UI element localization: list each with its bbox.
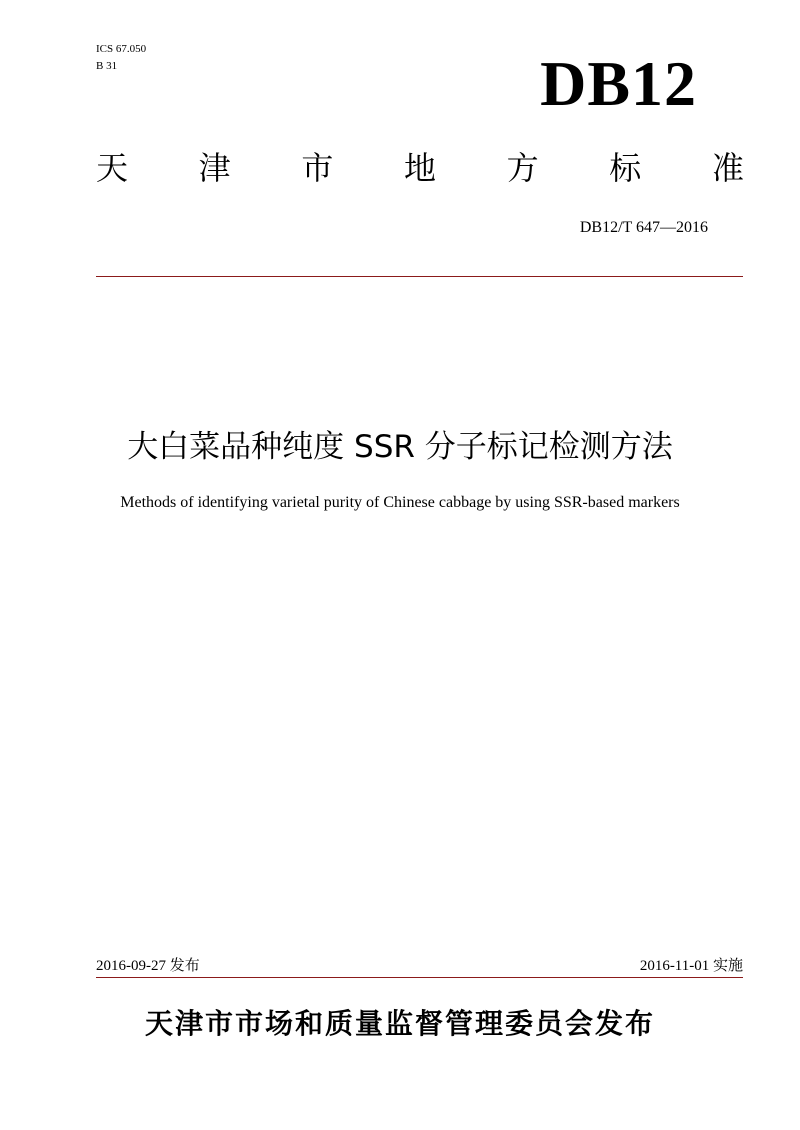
ccs-code: B 31 bbox=[96, 60, 118, 72]
db-logo: DB12 bbox=[540, 48, 697, 119]
header-divider bbox=[96, 276, 743, 277]
standard-type-char: 准 bbox=[711, 149, 744, 187]
standard-type-char: 地 bbox=[403, 149, 436, 187]
footer-divider bbox=[96, 977, 743, 978]
standard-type-char: 市 bbox=[301, 149, 334, 187]
standard-type-char: 津 bbox=[198, 149, 231, 187]
document-title-chinese: 大白菜品种纯度 SSR 分子标记检测方法 bbox=[127, 429, 673, 465]
document-title-english: Methods of identifying varietal purity of Chinese cabbage by using SSR-based markers bbox=[120, 494, 680, 511]
publisher: 天津市市场和质量监督管理委员会发布 bbox=[144, 1007, 655, 1040]
standard-type-title bbox=[96, 148, 744, 188]
standard-type-char: 方 bbox=[506, 149, 539, 187]
standard-code: DB12/T 647—2016 bbox=[579, 219, 708, 236]
standard-type-char: 标 bbox=[609, 149, 642, 187]
issue-date: 2016-09-27 发布 bbox=[96, 958, 200, 974]
standard-type-char: 天 bbox=[96, 149, 129, 187]
ics-code: ICS 67.050 bbox=[96, 43, 147, 55]
implementation-date: 2016-11-01 实施 bbox=[639, 958, 743, 974]
